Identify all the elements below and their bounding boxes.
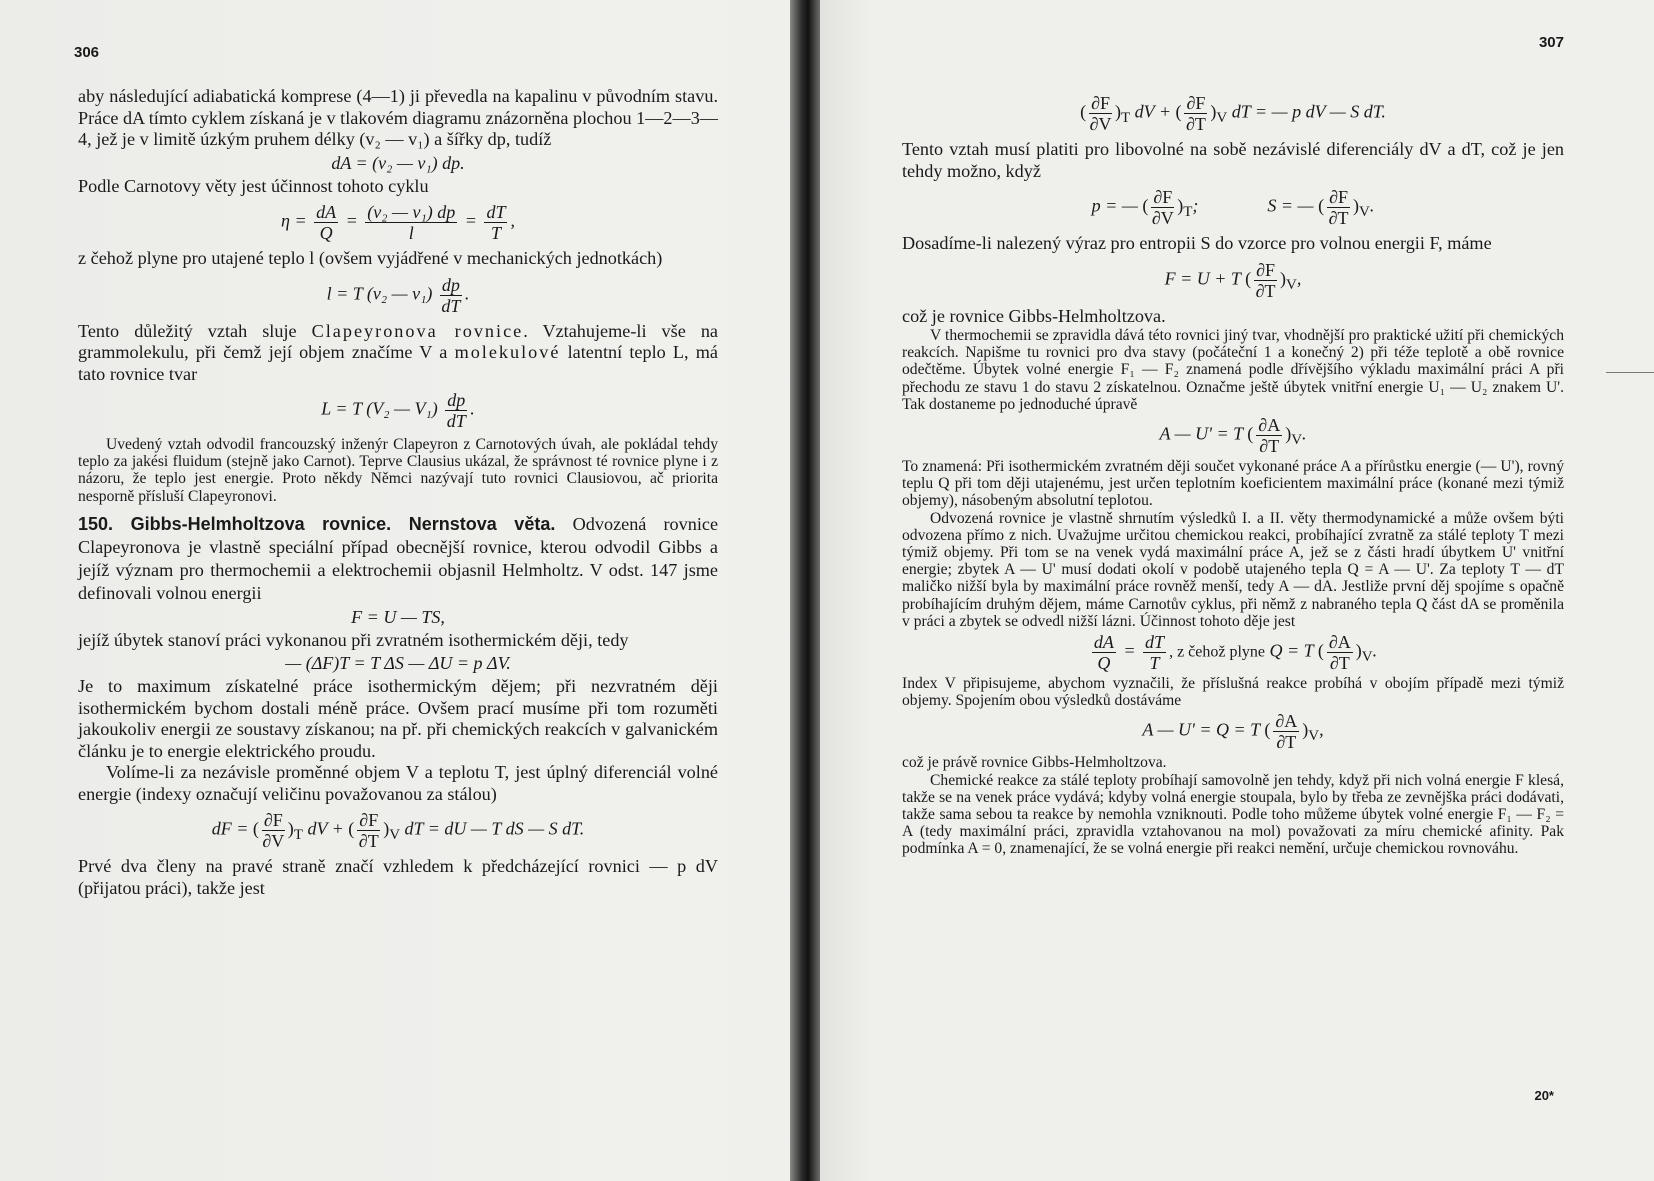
equation: — (ΔF)T = T ΔS — ΔU = p ΔV.	[285, 653, 511, 674]
equation-efficiency: η = $\frac{dA}{Q}$ = $\frac{\text{(v₂ — v₁) dp}}{l}$ = $\frac{dT}{T}$ ,	[281, 202, 515, 243]
page-number: 306	[74, 44, 100, 61]
equation: F = U + T ( $\frac{\partial F}{\partial T}$ )$_V$,	[1164, 259, 1302, 301]
small-print-paragraph: což je právě rovnice Gibbs-Helmholtzova.	[902, 754, 1167, 772]
right-page	[820, 0, 1654, 1181]
paragraph: Tento důležitý vztah sluje Clapeyronova rovnice. Vztahujeme-li vše na grammolekulu, při čemž její objem značíme V a molekulové latentní teplo L, má tato rovnice tvar	[78, 320, 718, 384]
paragraph: Podle Carnotovy věty jest účinnost tohoto cyklu	[78, 175, 429, 196]
fraction: $\frac{dA}{Q}$	[316, 202, 337, 243]
page-number: 307	[1538, 34, 1564, 51]
right-text-column	[902, 88, 1564, 858]
left-page	[0, 0, 790, 1181]
small-print-paragraph: To znamená: Při isothermickém zvratném ději součet vykonané práce A a přírůstku energie (— U'), rovný teplu Q při tom ději utajenému, jest určen teplotním koeficientem maximální práce (konané mezi týmiž objemy), násobeným absolutní teplotou.	[902, 458, 1564, 510]
equation-molar: L = T (V₂ — V₁) $\frac{dp}{dT}$ .	[321, 390, 475, 431]
equation-latent-heat: l = T (v₂ — v₁) $\frac{dp}{dT}$ .	[326, 274, 470, 316]
paragraph: aby následující adiabatická komprese (4—1) ji převedla na kapalinu v původním stavu. Práce dA tímto cyklem získaná je v tlakovém diagramu znázorněna plochou 1—2—3—4, jež je v limitě úzkým pruhem délky (v₂ — v₁) a šířky dp, tudíž	[78, 86, 718, 149]
small-print-paragraph: Odvozená rovnice je vlastně shrnutím výsledků I. a II. věty thermodynamické a může ovšem býti odvozena přímo z nich. Uvažujme určitou chemickou reakci, probíhající zvratně za stálé teploty T mezi týmiž objemy. Při tom se na venek vydá maximální práce A, jež se z části hradí úbytkem U' vnitřní energie; zbytek A — U' musí dodati okolí v podobě utajeného tepla Q = A — U'. Za teploty T — dT maličko nižší byla by maximální práce rovněž menší, tedy A — dA. Jestliže první děj spojíme s opačně probíhajícím druhým dějem, máme Carnotův cyklus, při němž z nabraného tepla Q část dA se proměnila v práci a zbytek se odvedl nižší lázni. Účinnost tohoto děje jest	[902, 509, 1564, 630]
paragraph: Tento vztah musí platiti pro libovolné na sobě nezávislé diferenciály dV a dT, což je jen tehdy možno, když	[902, 139, 1564, 181]
equation: A — U' = T ( $\frac{\partial A}{\partial T}$ )$_V$.	[1159, 415, 1307, 457]
paragraph: Volíme-li za nezávisle proměnné objem V a teplotu T, jest úplný diferenciál volné energie (indexy označují veličinu považovanou za stálou)	[78, 762, 718, 804]
paragraph: Dosadíme-li nalezený výraz pro entropii S do vzorce pro volnou energii F, máme	[902, 233, 1492, 253]
equation: dA = (v₂ — v₁) dp.	[331, 152, 465, 173]
equation: F = U — TS,	[351, 606, 445, 627]
section-heading: 150. Gibbs-Helmholtzova rovnice. Nernstova věta.	[78, 513, 556, 534]
left-text-column	[78, 86, 718, 899]
equation: A — U' = Q = T ( $\frac{\partial A}{\partial T}$ )$_V$,	[1142, 711, 1324, 753]
fraction: $\frac{dp}{dT}$	[441, 274, 461, 316]
fraction: $\frac{dT}{T}$	[486, 202, 506, 243]
book-gutter	[790, 0, 820, 1181]
paragraph: z čehož plyne pro utajené teplo l (ovšem vyjádřené v mechanických jednotkách)	[78, 248, 663, 268]
equation-total-differential: dF = ( $\frac{\partial F}{\partial V}$ )$_T$ dV + ( $\frac{\partial F}{\partial T}$ )$_V$ dT = dU — T dS — S dT.	[211, 810, 585, 852]
small-print-paragraph: V thermochemii se zpravidla dává této rovnici jiný tvar, vhodnější pro praktické užití při chemických reakcích. Napišme tu rovnici pro dva stavy (počáteční 1 a konečný 2) při téže teplotě a obě rovnice odečtěme. Úbytek volné energie F₁ — F₂ znamená podle dřívějšího výkladu maximální práci A při přechodu ze stavu 1 do stavu 2 získatelnou. Označme ještě úbytek vnitřní energie U₁ — U₂ znakem U'. Tak dostaneme po jednoduché úpravě	[902, 327, 1564, 413]
fraction: $\frac{\text{(v₂ — v₁) dp}}{l}$	[367, 202, 456, 243]
fraction: $\frac{dp}{dT}$	[446, 390, 466, 431]
small-print-note: Uvedený vztah odvodil francouzský inženýr Clapeyron z Carnotových úvah, ale pokládal tehdy teplo za jakési fluidum (stejně jako Carnot). Teprve Clausius ukázal, že správnost té rovnice plyne i z názoru, že teplo jest energie. Proto někdy Němci nazývají tuto rovnici Clausiovou, ač priorita nesporně přísluší Clapeyronovi.	[78, 436, 718, 505]
paragraph: Prvé dva členy na pravé straně značí vzhledem k předcházející rovnici — p dV (přijatou práci), takže jest	[78, 856, 718, 898]
small-print-paragraph: Chemické reakce za stálé teploty probíhají samovolně jen tehdy, když při nich volná energie F klesá, takže se na venek práce vydává; kdyby volná energie stoupala, bylo by třeba ze zevnějška práci dodávati, takže sama sebou ta reakce by nemohla vzniknouti. Podle toho můžeme úbytek volné energie F₁ — F₂ = A (tedy maximální práci, zpravidla vztahovanou na mol) považovati za míru chemické afinity. Pak podmínka A = 0, znamenající, že se volná energie při reakci nemění, určuje chemickou rovnováhu.	[902, 771, 1564, 858]
equation: p = — ( $\frac{\partial F}{\partial V}$ )$_T$; S = — ( $\frac{\partial F}{\partial T}$ )$_V$.	[1091, 187, 1375, 228]
small-print-paragraph: Index V připisujeme, abychom vyznačili, že příslušná reakce probíhá v obojím případě mezi týmiž objemy. Spojením obou výsledků dostáváme	[902, 675, 1564, 710]
paragraph: což je rovnice Gibbs-Helmholtzova.	[902, 305, 1166, 326]
paragraph: jejíž úbytek stanoví práci vykonanou při zvratném isothermickém ději, tedy	[78, 629, 629, 650]
margin-line	[1606, 372, 1654, 373]
paragraph: Je to maximum získatelné práce isothermickým dějem; při nezvratném ději isothermickém bychom dostali méně práce. Ovšem prací musíme při tom rozuměti jakoukoliv energii ze soustavy získanou; na př. při chemických reakcích v galvanickém článku je to energie elektrického proudu.	[78, 676, 718, 761]
equation: $\frac{dA}{Q}$ = $\frac{dT}{T}$ , z čehož plyne Q = T ( $\frac{\partial A}{\partial T}$ )$_V$.	[1093, 632, 1378, 674]
section-paragraph: 150. Gibbs-Helmholtzova rovnice. Nernstova věta. Odvozená rovnice Clapeyronova je vlastně speciální případ obecnější rovnice, kterou odvodil Gibbs a jejíž význam pro thermochemii a elektrochemii objasnil Helmholtz. V odst. 147 jsme definovali volnou energii	[78, 513, 719, 603]
signature-mark: 20*	[1534, 1088, 1554, 1103]
equation: ( $\frac{\partial F}{\partial V}$ )$_T$ dV + ( $\frac{\partial F}{\partial T}$ )$_V$ dT = — p dV — S dT.	[1080, 93, 1386, 134]
